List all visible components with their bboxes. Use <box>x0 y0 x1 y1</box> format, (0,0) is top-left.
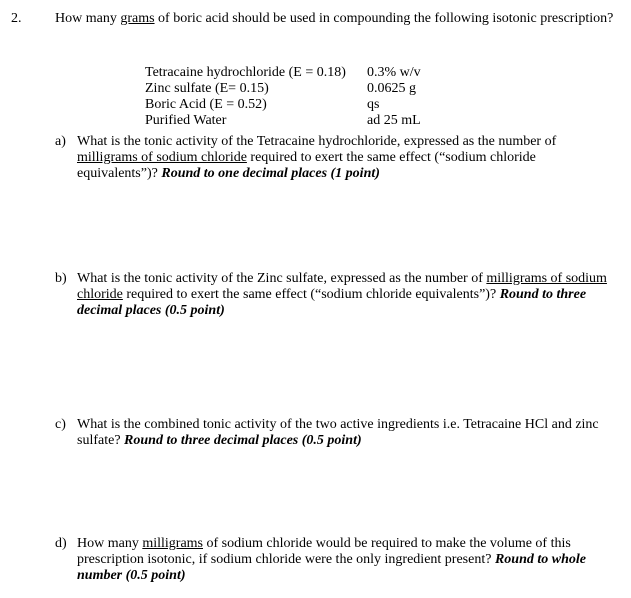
part-d-label: d) <box>55 536 67 551</box>
part-c-text-body: What is the combined tonic activity of the two active ingredients i.e. Tetracaine HCl and zinc sulfate? <box>77 417 599 448</box>
ingredient-name: Tetracaine hydrochloride (E = 0.18) <box>145 65 346 80</box>
part-d-text-pre: How many <box>77 536 143 551</box>
ingredient-quantity: 0.0625 g <box>367 81 416 96</box>
part-d-underlined: milligrams <box>142 536 203 551</box>
stem-text-post: of boric acid should be used in compounding the following isotonic prescription? <box>154 11 614 26</box>
part-b-underlined: milligrams of sodium chloride <box>77 271 607 302</box>
prescription-item <box>145 97 421 113</box>
part-b-instruction: Round to three decimal places (0.5 point) <box>77 287 587 318</box>
part-a-text-post: required to exert the same effect (“sodium chloride equivalents”)? <box>77 150 536 181</box>
ingredient-quantity: ad 25 mL <box>367 113 421 128</box>
part-b-text-pre: What is the tonic activity of the Zinc sulfate, expressed as the number of <box>77 271 487 286</box>
part-d-instruction: Round to whole number (0.5 point) <box>77 552 586 583</box>
ingredient-name: Boric Acid (E = 0.52) <box>145 97 267 112</box>
part-d-text-post: of sodium chloride would be required to make the volume of this prescription isotonic, if sodium chloride were the only ingredient present? <box>77 536 571 567</box>
prescription-list <box>145 65 421 129</box>
ingredient-name: Purified Water <box>145 113 227 128</box>
part-d-text <box>77 536 615 584</box>
question-stem <box>55 11 615 27</box>
part-b-label: b) <box>55 271 67 286</box>
part-a <box>55 134 615 182</box>
part-a-text <box>77 134 615 182</box>
question-number: 2. <box>11 11 22 26</box>
part-b-text-post: required to exert the same effect (“sodium chloride equivalents”)? <box>122 287 500 302</box>
part-a-text-pre: What is the tonic activity of the Tetracaine hydrochloride, expressed as the number of <box>77 134 557 149</box>
ingredient-quantity: qs <box>367 97 380 112</box>
part-c-label: c) <box>55 417 66 432</box>
part-a-instruction: Round to one decimal places (1 point) <box>161 166 380 181</box>
prescription-item <box>145 81 421 97</box>
part-c <box>55 417 615 449</box>
prescription-item <box>145 113 421 129</box>
stem-text-pre: How many <box>55 11 121 26</box>
part-b-text <box>77 271 615 319</box>
prescription-item <box>145 65 421 81</box>
ingredient-quantity: 0.3% w/v <box>367 65 421 80</box>
part-d <box>55 536 615 584</box>
part-c-text <box>77 417 615 449</box>
part-b <box>55 271 615 319</box>
part-a-label: a) <box>55 134 66 149</box>
part-a-underlined: milligrams of sodium chloride <box>77 150 247 165</box>
part-c-instruction: Round to three decimal places (0.5 point) <box>124 433 362 448</box>
ingredient-name: Zinc sulfate (E= 0.15) <box>145 81 269 96</box>
stem-underlined-word: grams <box>120 11 155 26</box>
